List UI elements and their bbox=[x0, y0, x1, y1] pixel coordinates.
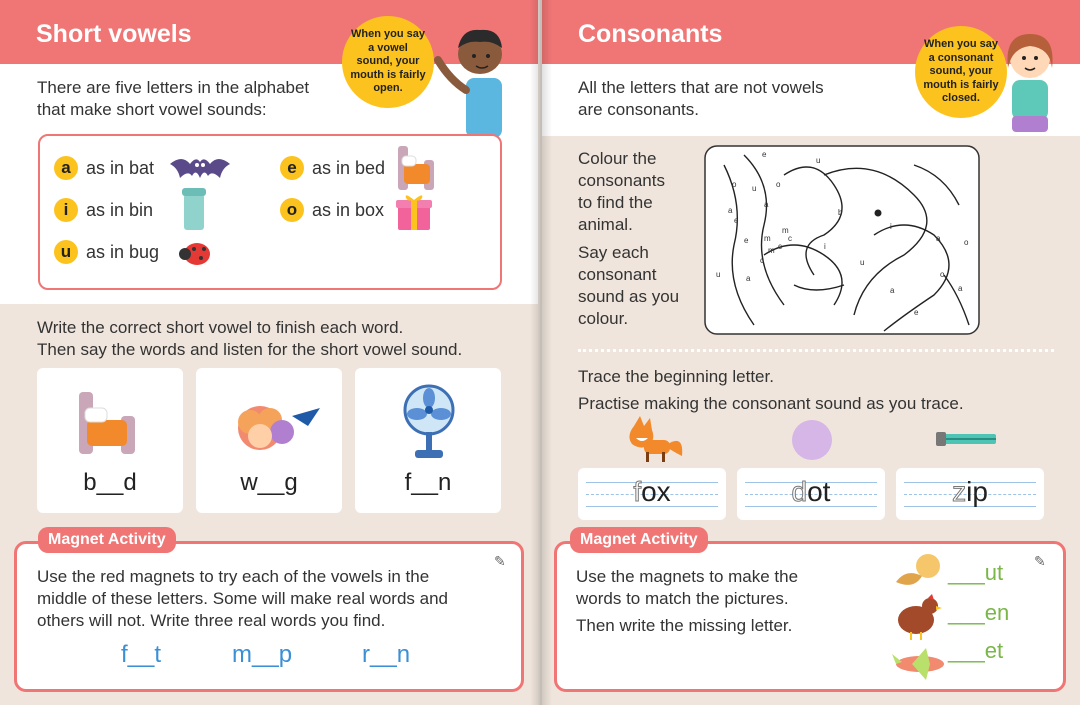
vowel-i-badge: i bbox=[54, 198, 78, 222]
say-line-1: Say each bbox=[578, 243, 649, 262]
svg-text:e: e bbox=[744, 236, 749, 245]
right-page bbox=[542, 0, 1080, 705]
say-line-4: colour. bbox=[578, 309, 629, 328]
left-title: Short vowels bbox=[36, 20, 192, 48]
svg-text:u: u bbox=[816, 156, 821, 165]
svg-text:c: c bbox=[778, 242, 782, 251]
vowel-row-i bbox=[54, 198, 153, 222]
word-card-bed-text: b__d bbox=[83, 469, 137, 496]
word-card-bed[interactable] bbox=[37, 368, 183, 513]
vowel-e-text: as in bed bbox=[312, 157, 386, 178]
left-magnet-line2: middle of these letters. Some will make real words and bbox=[37, 589, 449, 608]
svg-text:a: a bbox=[764, 200, 769, 209]
vowel-i-text: as in bin bbox=[86, 199, 154, 220]
vowel-row-e bbox=[280, 156, 385, 180]
svg-text:a: a bbox=[936, 234, 941, 243]
svg-text:u: u bbox=[860, 258, 865, 267]
right-magnet-line3: Then write the missing letter. bbox=[576, 616, 793, 635]
svg-text:a: a bbox=[890, 286, 895, 295]
say-line-2: consonant bbox=[578, 265, 657, 284]
trace-card-fox[interactable] bbox=[578, 468, 726, 520]
right-intro-line1: All the letters that are not vowels bbox=[578, 78, 824, 97]
svg-text:i: i bbox=[890, 222, 892, 231]
word-card-wig[interactable] bbox=[196, 368, 342, 513]
left-magnet-line3: others will not. Write three real words you find. bbox=[37, 611, 386, 630]
right-magnet-activity-tab: Magnet Activity bbox=[570, 527, 708, 553]
dot-icon bbox=[790, 418, 834, 462]
svg-text:c: c bbox=[788, 234, 792, 243]
wig-picture-icon bbox=[234, 398, 326, 458]
colour-line-3: to find the bbox=[578, 193, 653, 212]
hen-icon bbox=[892, 594, 942, 640]
svg-text:o: o bbox=[940, 270, 945, 279]
jet-icon bbox=[892, 644, 948, 684]
right-magnet-line2: words to match the pictures. bbox=[576, 589, 789, 608]
left-instructions-line2: Then say the words and listen for the short vowel sound. bbox=[37, 340, 463, 359]
pencil-icon: ✎ bbox=[494, 553, 506, 569]
svg-text:i: i bbox=[824, 242, 826, 251]
bin-icon bbox=[180, 186, 208, 232]
svg-text:o: o bbox=[776, 180, 781, 189]
right-title: Consonants bbox=[578, 20, 723, 48]
colour-line-4: animal. bbox=[578, 215, 633, 234]
trace-line2: Practise making the consonant sound as you trace. bbox=[578, 394, 964, 413]
magnet-word-map: m__p bbox=[232, 641, 293, 668]
svg-text:m: m bbox=[782, 226, 789, 235]
word-card-fan[interactable] bbox=[355, 368, 501, 513]
say-line-3: sound as you bbox=[578, 287, 680, 306]
svg-text:u: u bbox=[752, 184, 757, 193]
left-intro-line1: There are five letters in the alphabet bbox=[37, 78, 310, 97]
svg-text:o: o bbox=[964, 238, 969, 247]
boy-illustration bbox=[432, 20, 502, 138]
left-page bbox=[0, 0, 538, 705]
word-card-wig-text: w__g bbox=[240, 469, 298, 496]
bat-icon bbox=[168, 150, 232, 186]
svg-text:a: a bbox=[728, 206, 733, 215]
section-divider bbox=[578, 349, 1054, 352]
right-magnet-line1: Use the magnets to make the bbox=[576, 567, 799, 586]
book-gutter bbox=[530, 0, 552, 705]
magnet-word-et: ___et bbox=[948, 638, 1004, 663]
right-intro-line2: are consonants. bbox=[578, 100, 699, 119]
gift-box-icon bbox=[394, 192, 434, 232]
svg-text:u: u bbox=[716, 270, 721, 279]
trace-card-zip[interactable] bbox=[896, 468, 1044, 520]
left-instructions-line1: Write the correct short vowel to finish each word. bbox=[37, 318, 404, 337]
vowel-row-u bbox=[54, 240, 159, 264]
pencil-icon: ✎ bbox=[1034, 553, 1046, 569]
svg-text:e: e bbox=[762, 150, 767, 159]
svg-text:e: e bbox=[734, 216, 739, 225]
trace-word-fox: fox bbox=[633, 476, 671, 507]
svg-text:a: a bbox=[746, 274, 751, 283]
svg-text:m: m bbox=[768, 246, 775, 255]
svg-text:m: m bbox=[764, 234, 771, 243]
trace-line1: Trace the beginning letter. bbox=[578, 367, 774, 386]
colour-line-1: Colour the bbox=[578, 149, 657, 168]
vowel-speech-bubble: When you say a vowel sound, your mouth is fairly open. bbox=[342, 16, 434, 108]
trace-word-zip: zip bbox=[952, 476, 988, 507]
ladybug-icon bbox=[178, 238, 212, 268]
trace-word-dot: dot bbox=[791, 476, 831, 507]
vowel-u-badge: u bbox=[54, 240, 78, 264]
left-magnet-line1: Use the red magnets to try each of the vowels in the bbox=[37, 567, 430, 586]
svg-text:a: a bbox=[958, 284, 963, 293]
magnet-word-fit: f__t bbox=[121, 641, 162, 668]
girl-illustration bbox=[1000, 28, 1060, 132]
fan-picture-icon bbox=[399, 384, 459, 464]
vowel-o-text: as in box bbox=[312, 199, 385, 220]
bed-picture-icon bbox=[75, 386, 141, 458]
vowel-e-badge: e bbox=[280, 156, 304, 180]
svg-text:b: b bbox=[838, 208, 843, 217]
word-card-fan-text: f__n bbox=[404, 469, 452, 496]
consonant-speech-bubble: When you say a consonant sound, your mouth is fairly closed. bbox=[915, 26, 1007, 118]
magnet-word-ut: ___ut bbox=[948, 560, 1004, 585]
vowel-u-text: as in bug bbox=[86, 241, 160, 262]
fox-icon bbox=[622, 416, 686, 464]
vowel-a-badge: a bbox=[54, 156, 78, 180]
vowel-o-badge: o bbox=[280, 198, 304, 222]
left-intro-line2: that make short vowel sounds: bbox=[37, 100, 267, 119]
svg-text:c: c bbox=[760, 256, 764, 265]
svg-text:o: o bbox=[732, 180, 737, 189]
colour-line-2: consonants bbox=[578, 171, 665, 190]
vowel-row-o bbox=[280, 198, 384, 222]
bed-icon bbox=[394, 142, 438, 192]
left-magnet-activity-tab: Magnet Activity bbox=[38, 527, 176, 553]
colour-by-letter-puzzle[interactable] bbox=[704, 145, 980, 335]
vowel-row-a bbox=[54, 156, 154, 180]
svg-text:e: e bbox=[914, 308, 919, 317]
trace-card-dot[interactable] bbox=[737, 468, 885, 520]
magnet-word-run: r__n bbox=[362, 641, 411, 668]
zip-icon bbox=[936, 426, 1000, 452]
vowel-a-text: as in bat bbox=[86, 157, 155, 178]
nut-icon bbox=[892, 552, 944, 592]
magnet-word-en: ___en bbox=[948, 600, 1010, 625]
